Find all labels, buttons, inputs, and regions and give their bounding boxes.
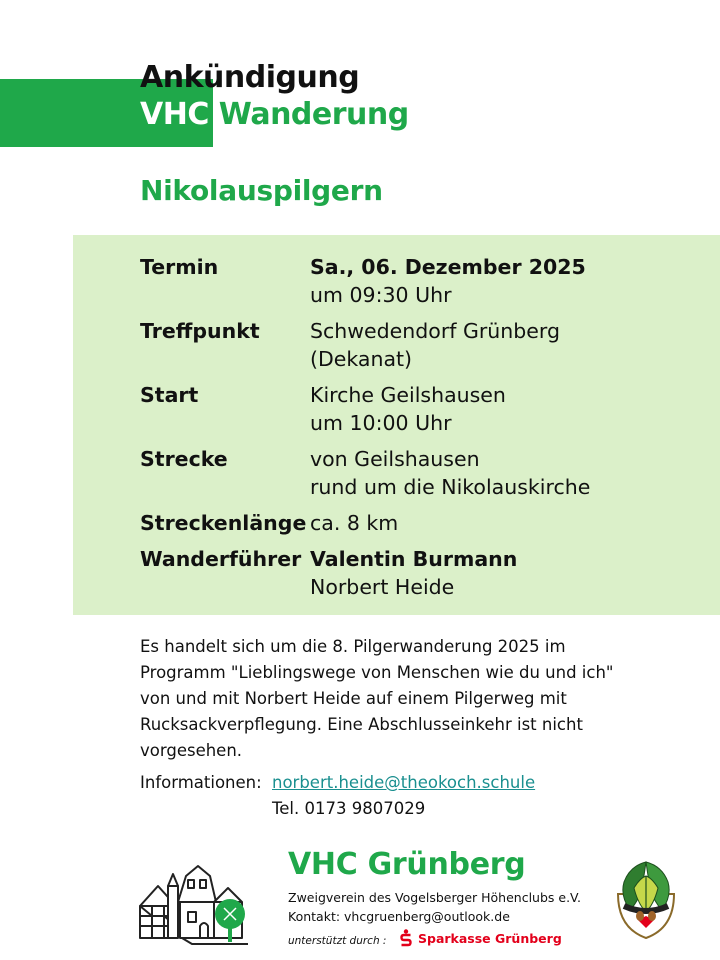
header-announcement: Ankündigung [140, 60, 360, 95]
guide-2: Norbert Heide [310, 575, 455, 599]
description-line: von und mit Norbert Heide auf einem Pilgerweg mit [140, 689, 567, 708]
header-vhc: VHC [140, 97, 209, 132]
detail-value: ca. 8 km [310, 511, 399, 535]
sponsor [398, 929, 562, 947]
detail-value [310, 253, 586, 309]
event-title: Nikolauspilgern [140, 174, 383, 207]
date-value: Sa., 06. Dezember 2025 [310, 255, 586, 279]
time-value: um 09:30 Uhr [310, 283, 452, 307]
club-details [288, 888, 581, 926]
event-description [140, 634, 660, 764]
detail-label: Treffpunkt [140, 319, 260, 343]
detail-label: Termin [140, 255, 219, 279]
sponsor-name: Sparkasse Grünberg [418, 930, 562, 946]
club-contact: Kontakt: vhcgruenberg@outlook.de [288, 909, 510, 924]
detail-label: Streckenlänge [140, 511, 307, 535]
header-wanderung: Wanderung [218, 97, 409, 132]
detail-value [310, 545, 517, 601]
detail-value [310, 317, 560, 373]
description-line: Rucksackverpflegung. Eine Abschlusseinkehr ist nicht [140, 715, 583, 734]
detail-label: Start [140, 383, 199, 407]
detail-value [310, 381, 506, 437]
route-line1: von Geilshausen [310, 447, 480, 471]
town-houses-tree-icon [136, 856, 254, 946]
contact-phone: Tel. 0173 9807029 [272, 799, 426, 818]
start-place: Kirche Geilshausen [310, 383, 506, 407]
guide-1: Valentin Burmann [310, 547, 518, 571]
route-line2: rund um die Nikolauskirche [310, 475, 591, 499]
club-name: VHC Grünberg [288, 847, 526, 882]
detail-value [310, 445, 590, 501]
contact-label: Informationen: [140, 773, 262, 792]
meeting-place-detail: (Dekanat) [310, 347, 413, 371]
header-vhc-wanderung [140, 97, 409, 132]
description-line: Programm "Lieblingswege von Menschen wie du und ich" [140, 663, 614, 682]
description-line: Es handelt sich um die 8. Pilgerwanderung 2025 im [140, 637, 566, 656]
meeting-place: Schwedendorf Grünberg [310, 319, 560, 343]
description-line: vorgesehen. [140, 741, 243, 760]
oak-leaves-shield-icon [610, 858, 682, 940]
start-time: um 10:00 Uhr [310, 411, 452, 435]
contact-email-link[interactable]: norbert.heide@theokoch.schule [272, 773, 536, 792]
club-subtitle: Zweigverein des Vogelsberger Höhenclubs e.V. [288, 890, 581, 905]
detail-label: Strecke [140, 447, 228, 471]
detail-label: Wanderführer [140, 547, 302, 571]
supported-by-label: unterstützt durch : [288, 935, 387, 947]
sparkasse-s-icon [398, 929, 414, 947]
